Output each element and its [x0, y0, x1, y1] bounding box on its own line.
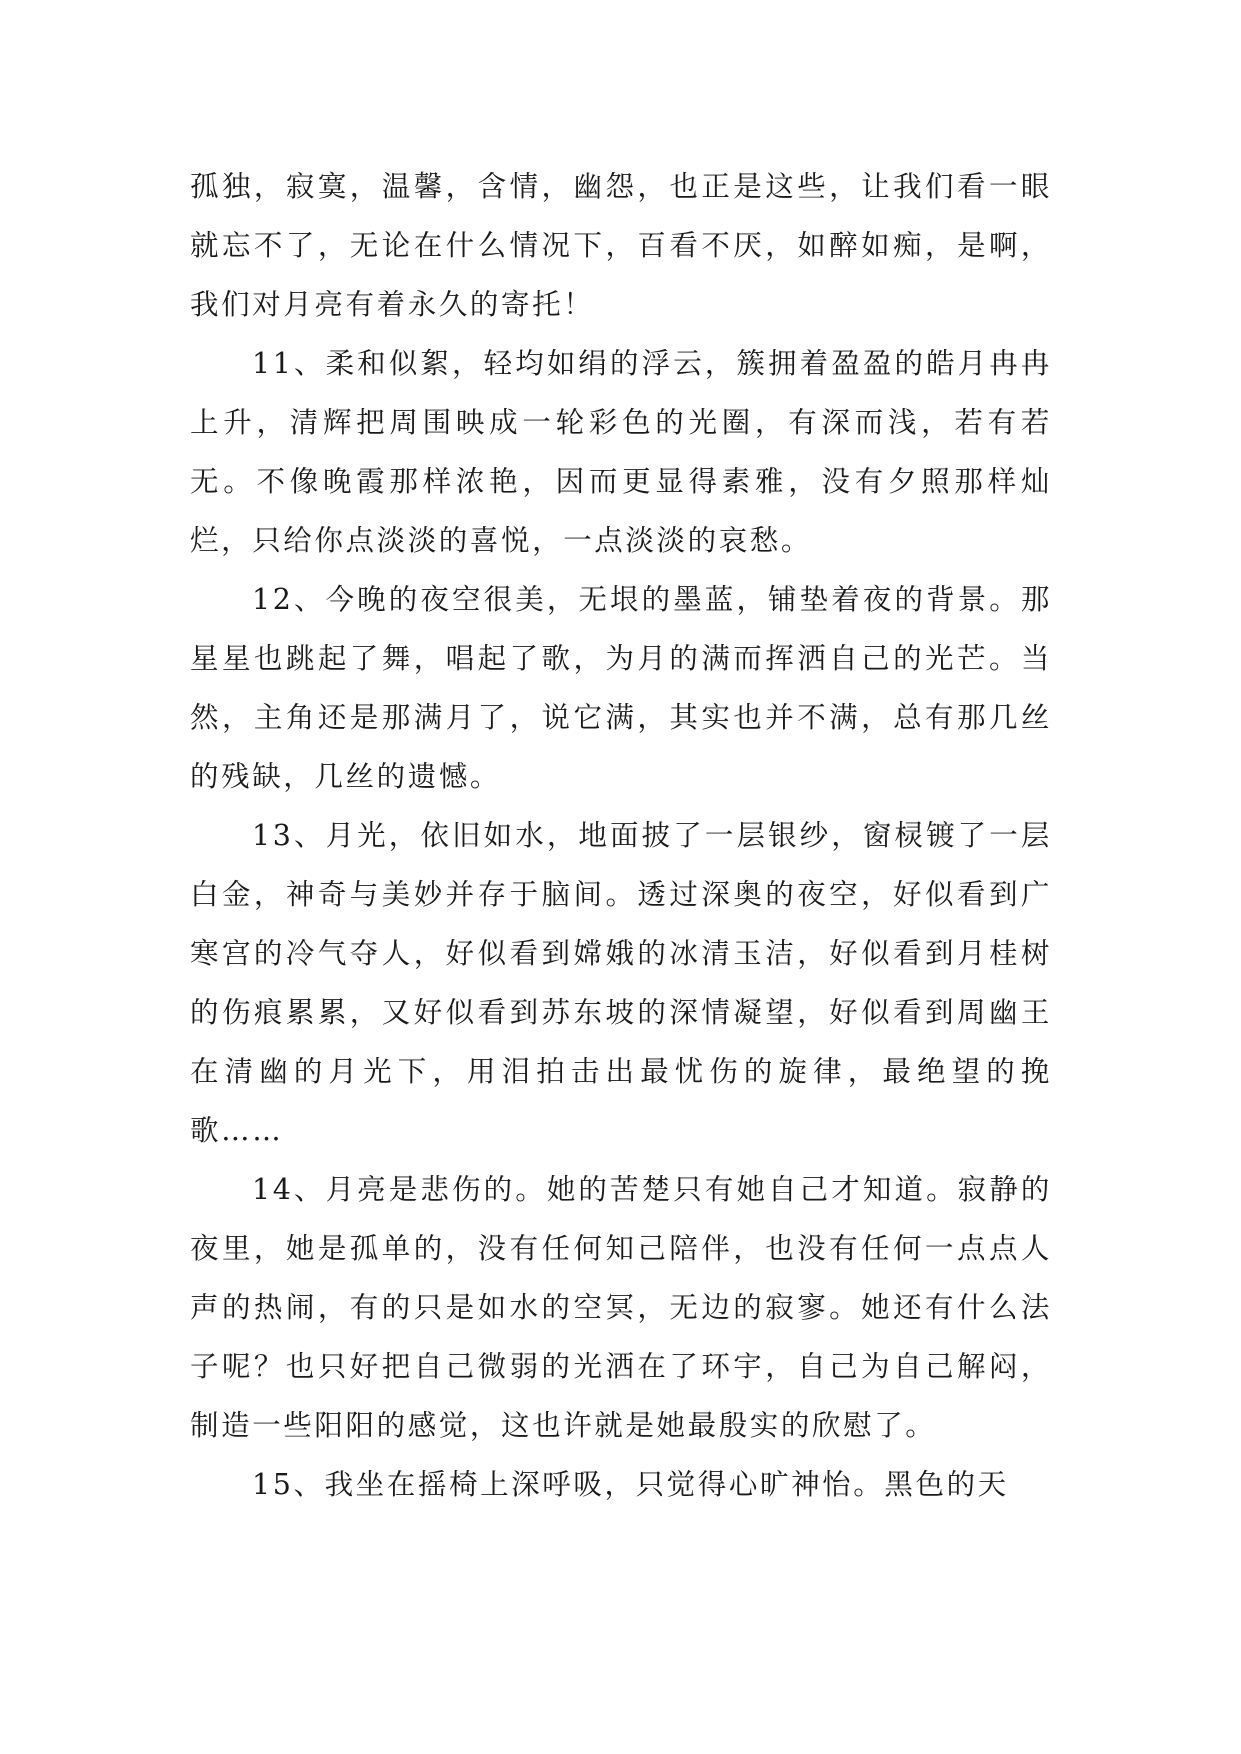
paragraph-13: 13、月光，依旧如水，地面披了一层银纱，窗棂镀了一层白金，神奇与美妙并存于脑间。透过深奥的夜空，好似看到广寒宫的冷气夺人，好似看到嫦娥的冰清玉洁，好似看到月桂树的伤痕累累，又好似看到苏东坡的深情凝望，好似看到周幽王在清幽的月光下，用泪拍击出最忧伤的旋律，最绝望的挽歌……: [190, 819, 1052, 1147]
paragraph-continued: 孤独，寂寞，温馨，含情，幽怨，也正是这些，让我们看一眼就忘不了，无论在什么情况下，百看不厌，如醉如痴，是啊，我们对月亮有着永久的寄托！: [190, 170, 1052, 321]
paragraph-15: 15、我坐在摇椅上深呼吸，只觉得心旷神怡。黑色的天: [252, 1468, 1009, 1501]
document-body: [190, 157, 1052, 1514]
paragraph-12: 12、今晚的夜空很美，无垠的墨蓝，铺垫着夜的背景。那星星也跳起了舞，唱起了歌，为月的满而挥洒自己的光芒。当然，主角还是那满月了，说它满，其实也并不满，总有那几丝的残缺，几丝的遗憾。: [190, 583, 1052, 793]
paragraph-11: 11、柔和似絮，轻均如绢的浮云，簇拥着盈盈的皓月冉冉上升，清辉把周围映成一轮彩色的光圈，有深而浅，若有若无。不像晚霞那样浓艳，因而更显得素雅，没有夕照那样灿烂，只给你点淡淡的喜悦，一点淡淡的哀愁。: [190, 347, 1052, 557]
paragraph-14: 14、月亮是悲伤的。她的苦楚只有她自己才知道。寂静的夜里，她是孤单的，没有任何知己陪伴，也没有任何一点点人声的热闹，有的只是如水的空冥，无边的寂寥。她还有什么法子呢？也只好把自己微弱的光洒在了环宇，自己为自己解闷，制造一些阳阳的感觉，这也许就是她最殷实的欣慰了。: [190, 1173, 1052, 1442]
